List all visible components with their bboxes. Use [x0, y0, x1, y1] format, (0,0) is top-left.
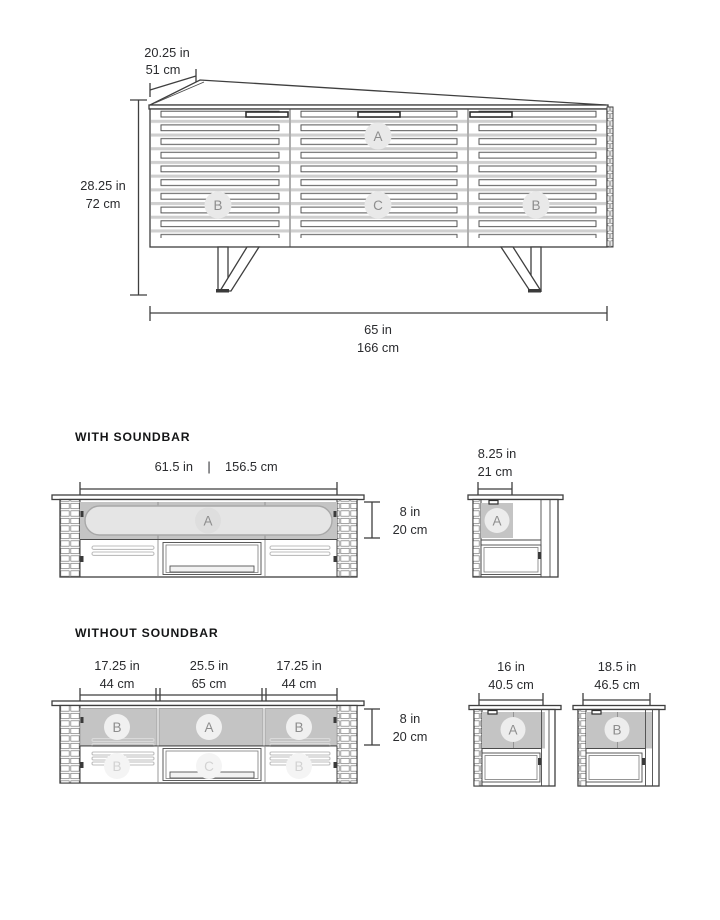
overall-height-dimension-line	[130, 100, 147, 295]
ws-width-dimension-line	[80, 482, 337, 496]
with-soundbar-heading: WITH SOUNDBAR	[75, 430, 191, 444]
wos-side-b-width-cm-label: 46.5 cm	[594, 677, 640, 692]
ws-left-slat-end	[60, 500, 80, 578]
wos-right-width-cm-label: 44 cm	[281, 676, 317, 691]
ws-width-in-label: 61.5 in	[154, 459, 193, 474]
ws-side-top-lip	[468, 495, 563, 500]
without-soundbar-section	[52, 626, 665, 786]
wos-side-b-badge-letter: B	[612, 722, 622, 738]
overall-depth-in-label: 20.25 in	[144, 45, 190, 60]
wos-side-a-width-in-label: 16 in	[497, 659, 525, 674]
ws-side-slat-end	[473, 500, 481, 578]
wos-right-slat-end	[337, 706, 357, 784]
ws-height-in-label: 8 in	[399, 504, 421, 519]
badge-a-letter: A	[373, 129, 383, 144]
ws-height-dimension-line	[364, 502, 380, 538]
wos-height-dimension-line	[364, 709, 380, 745]
center-door-handle	[358, 112, 400, 117]
ws-badge-a-letter: A	[203, 513, 213, 529]
wos-faint-badge-c-letter: C	[204, 759, 214, 774]
ws-center-tray	[170, 566, 254, 572]
badge-c-letter: C	[373, 198, 383, 213]
wos-left-width-in-label: 17.25 in	[94, 658, 140, 673]
wos-front-view	[52, 701, 364, 783]
right-door-slats	[469, 110, 606, 239]
overall-width-cm-label: 166 cm	[357, 340, 399, 355]
cabinet-top-surface	[150, 80, 606, 105]
wos-top-lip	[52, 701, 364, 706]
wos-height-cm-label: 20 cm	[392, 729, 428, 744]
wos-badge-b-left-letter: B	[112, 720, 122, 735]
wos-side-a-width-cm-label: 40.5 cm	[488, 677, 534, 692]
wos-center-width-cm-label: 65 cm	[191, 676, 227, 691]
overall-width-in-label: 65 in	[364, 322, 392, 337]
wos-right-width-in-label: 17.25 in	[276, 658, 322, 673]
ws-side-view	[468, 495, 563, 577]
wos-side-a-view	[469, 706, 561, 787]
without-soundbar-heading: WITHOUT SOUNDBAR	[75, 626, 219, 640]
wos-side-b-slat-end	[578, 710, 586, 787]
wos-badge-a-letter: A	[204, 720, 214, 735]
wos-faint-badge-b-right-letter: B	[294, 759, 304, 774]
ws-top-lip	[52, 495, 364, 500]
ws-side-badge-a-letter: A	[492, 513, 502, 529]
cabinet-legs	[216, 247, 541, 293]
with-soundbar-section	[52, 430, 563, 577]
ws-side-depth-cm-label: 21 cm	[477, 464, 513, 479]
overall-height-in-label: 28.25 in	[80, 178, 126, 193]
overall-width-dimension-line	[150, 306, 607, 321]
ws-width-separator: |	[207, 459, 211, 474]
ws-side-depth-in-label: 8.25 in	[477, 446, 517, 461]
wos-badge-b-right-letter: B	[294, 720, 304, 735]
left-door-handle	[246, 112, 288, 117]
wos-left-width-cm-label: 44 cm	[99, 676, 135, 691]
wos-side-a-slat-end	[474, 710, 482, 787]
ws-right-slat-end	[337, 500, 357, 578]
badge-b-left-letter: B	[213, 198, 223, 213]
wos-faint-badge-b-left-letter: B	[112, 759, 122, 774]
ws-height-cm-label: 20 cm	[392, 522, 428, 537]
overall-view	[80, 45, 613, 355]
wos-height-in-label: 8 in	[399, 711, 421, 726]
ws-width-cm-label: 156.5 cm	[225, 459, 278, 474]
wos-side-b-handle	[592, 711, 601, 715]
cabinet-side-edge	[607, 107, 613, 247]
ws-side-handle	[489, 501, 498, 505]
right-door-handle	[470, 112, 512, 117]
left-door-slats	[151, 110, 289, 239]
badge-b-right-letter: B	[531, 198, 541, 213]
wos-side-a-badge-letter: A	[508, 722, 518, 738]
overall-height-cm-label: 72 cm	[85, 196, 121, 211]
wos-side-a-handle	[488, 711, 497, 715]
wos-side-b-view	[573, 706, 665, 787]
overall-depth-cm-label: 51 cm	[145, 62, 181, 77]
wos-left-slat-end	[60, 706, 80, 784]
ws-side-dimension-line	[478, 482, 512, 496]
ws-front-view	[52, 495, 364, 577]
wos-side-b-width-in-label: 18.5 in	[597, 659, 637, 674]
wos-center-width-in-label: 25.5 in	[189, 658, 229, 673]
